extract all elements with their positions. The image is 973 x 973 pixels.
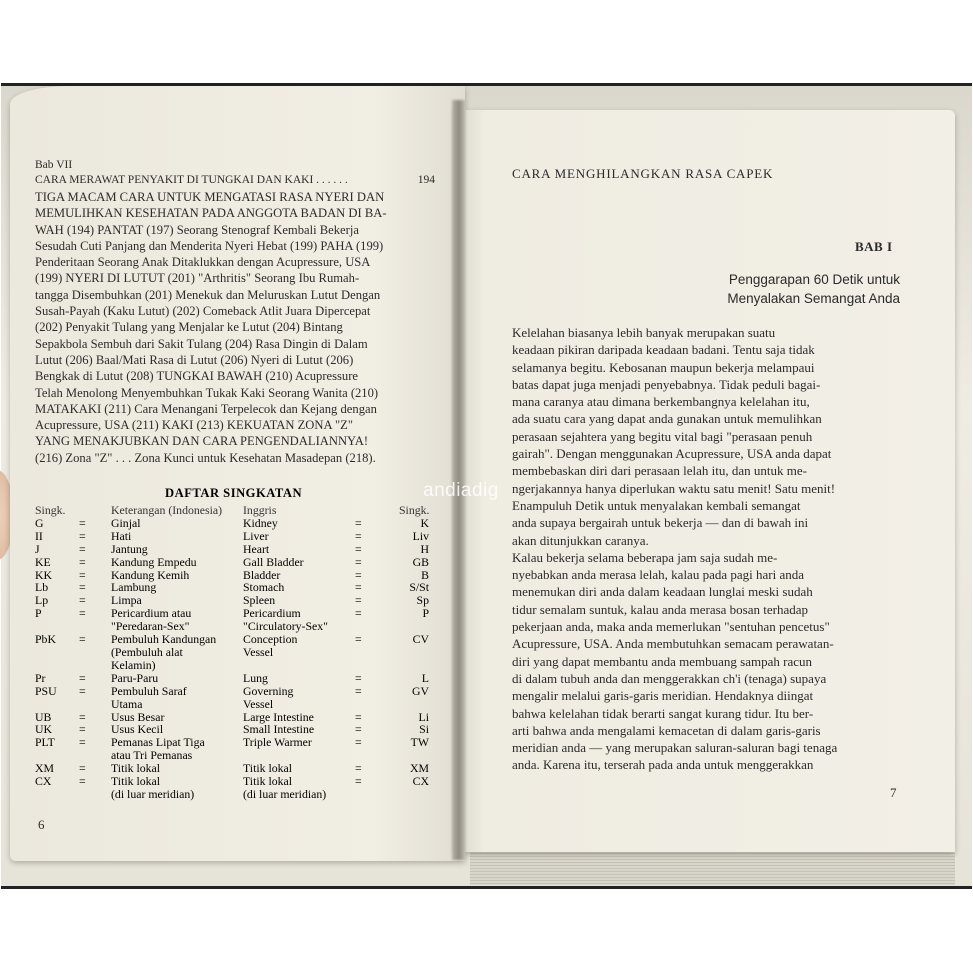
- body-line: anda supaya bergairah untuk bekerja — dan di bawah ini: [512, 515, 809, 531]
- table-cell: =: [355, 593, 362, 608]
- right-page-number: 7: [890, 785, 897, 800]
- table-cell: Lambung: [111, 580, 157, 595]
- table-row: [35, 633, 430, 646]
- table-cell: =: [79, 567, 86, 582]
- table-header-row: [35, 504, 430, 517]
- table-cell: UB: [35, 709, 52, 724]
- index-line: MEMULIHKAN KESEHATAN PADA ANGGOTA BADAN DI BA-: [35, 206, 387, 221]
- table-cell: [355, 788, 399, 801]
- table-cell: =: [79, 670, 86, 685]
- subtitle-line: Penggarapan 60 Detik untuk: [728, 272, 900, 287]
- table-cell: Usus Kecil: [111, 722, 164, 737]
- body-line: meridian anda — yang merupakan saluran-saluran bagi tenaga: [512, 740, 838, 756]
- body-line: bahwa kelelahan tidak berarti sangat kurang tidur. Itu ber-: [512, 705, 814, 721]
- table-cell: (di luar meridian): [111, 786, 195, 801]
- table-cell: Heart: [243, 541, 270, 556]
- body-line: pekerjaan anda, maka anda memerlukan "sentuhan pencetus": [512, 619, 830, 635]
- table-cell: P: [35, 606, 42, 621]
- table-cell: Usus Besar: [111, 709, 165, 724]
- table-cell: CV: [412, 632, 429, 647]
- table-cell: J: [35, 541, 40, 556]
- table-cell: [243, 659, 355, 672]
- body-line: menemukan diri anda dalam keadaan lunglai meski sudah: [512, 584, 813, 600]
- table-cell: [35, 646, 79, 659]
- index-line: WAH (194) PANTAT (197) Seorang Stenograf Kembali Bekerja: [35, 222, 359, 237]
- chapter-title: CARA MERAWAT PENYAKIT DI TUNGKAI DAN KAKI . . . . . .: [35, 174, 348, 186]
- table-cell: =: [79, 761, 86, 776]
- table-row: [35, 556, 430, 569]
- body-line: tidur semalam suntuk, kalau anda merasa bosan terhadap: [512, 601, 809, 617]
- table-row: [35, 620, 430, 633]
- table-cell: [399, 698, 429, 711]
- table-cell: Utama: [111, 696, 143, 711]
- table-cell: =: [355, 541, 362, 556]
- table-cell: PSU: [35, 683, 57, 698]
- table-cell: =: [355, 554, 362, 569]
- table-title: DAFTAR SINGKATAN: [165, 486, 303, 500]
- body-line: di dalam tubuh anda dan menggerakkan ch'i (tenaga) supaya: [512, 670, 827, 686]
- index-line: Susah-Payah (Kaku Lutut) (202) Comeback Atlit Juara Dipercepat: [35, 304, 371, 319]
- table-cell: Titik lokal: [111, 761, 161, 776]
- table-row: [35, 607, 430, 620]
- table-row: [35, 711, 430, 724]
- table-cell: [399, 788, 429, 801]
- table-row: [35, 762, 430, 775]
- table-cell: [399, 646, 429, 659]
- left-page-index-text: [35, 189, 431, 466]
- table-cell: K: [420, 515, 429, 530]
- table-cell: Sp: [416, 593, 429, 608]
- table-cell: Titik lokal: [243, 761, 293, 776]
- index-line: YANG MENAKJUBKAN DAN CARA PENGENDALIANNYA!: [35, 434, 369, 449]
- index-line: (199) NYERI DI LUTUT (201) "Arthritis" Seorang Ibu Rumah-: [35, 271, 360, 286]
- table-cell: =: [79, 606, 86, 621]
- table-cell: Si: [419, 722, 429, 737]
- table-cell: [79, 788, 111, 801]
- table-cell: GV: [411, 683, 429, 698]
- body-line: Enampuluh Detik untuk menyalakan kembali semangat: [512, 497, 801, 513]
- table-cell: Bladder: [243, 567, 281, 582]
- table-cell: Hati: [111, 528, 132, 543]
- table-cell: H: [420, 541, 429, 556]
- index-line: Sepakbola Sembuh dari Sakit Tulang (204) Rasa Dingin di Dalam: [35, 336, 368, 351]
- table-cell: =: [79, 593, 86, 608]
- table-cell: Kandung Empedu: [111, 554, 197, 569]
- body-line: ngerjakannya hanya diperlukan waktu satu menit! Satu menit!: [512, 480, 836, 496]
- chapter-number: BAB I: [855, 239, 893, 254]
- table-cell: Jantung: [111, 541, 148, 556]
- table-cell: =: [355, 515, 362, 530]
- table-cell: =: [79, 774, 86, 789]
- table-row: [35, 543, 430, 556]
- table-cell: Governing: [243, 683, 294, 698]
- table-cell: GB: [412, 554, 429, 569]
- table-cell: Spleen: [243, 593, 276, 608]
- body-line: diri yang dapat membantu anda membuang sampah racun: [512, 653, 812, 669]
- table-cell: TW: [410, 735, 429, 750]
- table-cell: =: [355, 761, 362, 776]
- table-cell: KK: [35, 567, 53, 582]
- body-line: nyebabkan anda merasa lelah, kalau pada pagi hari anda: [512, 567, 804, 583]
- table-cell: =: [355, 567, 362, 582]
- body-line: keadaan pikiran daripada keadaan badani. Tentu saja tidak: [512, 342, 815, 358]
- index-line: Acupressure, USA (211) KAKI (213) KEKUATAN ZONA "Z": [35, 418, 354, 433]
- chapter-page-ref: 194: [417, 174, 435, 186]
- body-line: arti bahwa anda mengalami kemacetan di dalam garis-garis: [512, 722, 821, 738]
- table-cell: Titik lokal: [243, 774, 293, 789]
- table-cell: Triple Warmer: [243, 735, 312, 750]
- table-cell: CX: [412, 774, 429, 789]
- table-cell: Pericardium atau: [111, 606, 192, 621]
- table-cell: =: [355, 735, 362, 750]
- index-line: (202) Penyakit Tulang yang Menjalar ke Lutut (204) Bintang: [35, 320, 343, 335]
- body-line: Kelelahan biasanya lebih banyak merupakan suatu: [512, 325, 776, 340]
- table-cell: Large Intestine: [243, 709, 314, 724]
- body-line: anda. Karena itu, terserah pada anda untuk menggerakkan: [512, 757, 814, 773]
- table-cell: B: [421, 567, 429, 582]
- table-cell: Kidney: [243, 515, 278, 530]
- table-cell: =: [355, 774, 362, 789]
- watermark: andiadig: [423, 480, 499, 501]
- body-line: gairah". Dengan menggunakan Acupressure, USA anda dapat: [512, 446, 832, 462]
- table-row: [35, 594, 430, 607]
- table-cell: Vessel: [243, 644, 274, 659]
- table-cell: P: [422, 606, 429, 621]
- table-cell: Vessel: [243, 696, 274, 711]
- right-page-header: CARA MENGHILANGKAN RASA CAPEK: [512, 166, 774, 181]
- table-cell: =: [79, 709, 86, 724]
- table-cell: =: [79, 528, 86, 543]
- table-row: [35, 685, 430, 698]
- table-row: [35, 723, 430, 736]
- table-cell: II: [35, 528, 43, 543]
- table-cell: =: [79, 554, 86, 569]
- table-cell: =: [79, 515, 86, 530]
- table-row: [35, 581, 430, 594]
- index-line: Bengkak di Lutut (208) TUNGKAI BAWAH (210) Acupressure: [35, 369, 358, 384]
- table-row: [35, 530, 430, 543]
- table-cell: =: [355, 580, 362, 595]
- index-line: tangga Disembuhkan (201) Menekuk dan Meluruskan Lutut Dengan: [35, 287, 381, 302]
- table-cell: (Pembuluh alat: [111, 644, 183, 659]
- table-cell: Gall Bladder: [243, 554, 304, 569]
- table-cell: XM: [409, 761, 429, 776]
- body-line: batas dapat juga menjadi penyebabnya. Tidak peduli bagai-: [512, 376, 821, 392]
- body-line: selamanya begitu. Kebosanan maupun bekerja melampaui: [512, 359, 815, 375]
- body-line: mengalir melalui garis-garis meridian. Hendaknya diingat: [512, 688, 814, 704]
- table-cell: Titik lokal: [111, 774, 161, 789]
- table-cell: [355, 646, 399, 659]
- table-cell: L: [421, 670, 429, 685]
- table-cell: [35, 788, 79, 801]
- table-cell: Paru-Paru: [111, 670, 159, 685]
- table-cell: [399, 659, 429, 672]
- index-line: MATAKAKI (211) Cara Menangani Terpelecok dan Kejang dengan: [35, 401, 377, 416]
- table-cell: [355, 659, 399, 672]
- table-cell: Limpa: [111, 593, 142, 608]
- right-page-body-text: [512, 324, 904, 774]
- table-cell: G: [35, 515, 44, 530]
- body-line: Kalau bekerja selama beberapa jam saja sudah me-: [512, 549, 778, 565]
- header-cell: Inggris: [243, 503, 277, 517]
- table-cell: Pericardium: [243, 606, 301, 621]
- table-cell: [79, 698, 111, 711]
- header-cell: [355, 504, 399, 517]
- table-row: [35, 788, 430, 801]
- table-cell: atau Tri Pemanas: [111, 748, 193, 763]
- table-cell: =: [355, 709, 362, 724]
- header-cell: Keterangan (Indonesia): [111, 503, 223, 517]
- subtitle-line: Menyalakan Semangat Anda: [727, 291, 900, 306]
- body-line: perasaan sejahtera yang begitu vital bagi "perasaan penuh: [512, 428, 813, 444]
- chapter-title-row: [35, 173, 435, 188]
- table-cell: Kelamin): [111, 657, 156, 672]
- table-cell: Lp: [35, 593, 49, 608]
- header-cell: [79, 504, 111, 517]
- table-row: [35, 775, 430, 788]
- index-line: (216) Zona "Z" . . . Zona Kunci untuk Kesehatan Masadepan (218).: [35, 450, 376, 465]
- table-cell: [35, 698, 79, 711]
- index-line: TIGA MACAM CARA UNTUK MENGATASI RASA NYERI DAN: [35, 190, 385, 204]
- table-cell: =: [79, 580, 86, 595]
- table-cell: Liv: [412, 528, 429, 543]
- table-cell: =: [355, 683, 362, 698]
- table-cell: Stomach: [243, 580, 285, 595]
- table-cell: Liver: [243, 528, 269, 543]
- table-cell: Lb: [35, 580, 49, 595]
- table-cell: =: [355, 722, 362, 737]
- table-cell: XM: [35, 761, 55, 776]
- table-row: [35, 659, 430, 672]
- table-cell: [35, 659, 79, 672]
- table-row: [35, 749, 430, 762]
- table-cell: =: [79, 722, 86, 737]
- index-line: Lutut (206) Baal/Mati Rasa di Lutut (206) Nyeri di Lutut (206): [35, 352, 354, 367]
- chapter-subtitle: [600, 270, 900, 308]
- table-row: [35, 569, 430, 582]
- index-line: Penderitaan Seorang Anak Ditaklukkan dengan Acupressure, USA: [35, 255, 371, 270]
- table-cell: =: [355, 670, 362, 685]
- table-cell: PbK: [35, 632, 56, 647]
- table-cell: PLT: [35, 735, 55, 750]
- table-cell: (di luar meridian): [243, 786, 327, 801]
- index-line: Sesudah Cuti Panjang dan Menderita Nyeri Hebat (199) PAHA (199): [35, 238, 384, 253]
- table-cell: =: [355, 632, 362, 647]
- table-cell: [355, 698, 399, 711]
- header-cell: Singk.: [35, 503, 66, 517]
- header-cell: Singk.: [399, 503, 430, 517]
- table-row: [35, 736, 430, 749]
- table-cell: =: [79, 735, 86, 750]
- table-cell: Pembuluh Saraf: [111, 683, 187, 698]
- table-cell: UK: [35, 722, 53, 737]
- table-cell: Lung: [243, 670, 268, 685]
- table-cell: =: [79, 541, 86, 556]
- table-cell: CX: [35, 774, 52, 789]
- index-line: Telah Menolong Menyembuhkan Tukak Kaki Seorang Wanita (210): [35, 385, 379, 400]
- table-cell: =: [79, 632, 86, 647]
- body-line: ada suatu cara yang dapat anda gunakan untuk memulihkan: [512, 411, 822, 427]
- table-cell: Li: [418, 709, 429, 724]
- table-row: [35, 672, 430, 685]
- table-cell: [79, 659, 111, 672]
- body-line: mana caranya atau dimana berkembangnya kelelahan itu,: [512, 394, 810, 410]
- body-line: membebaskan diri dari perasaan lelah itu, dan untuk me-: [512, 463, 807, 479]
- abbreviation-table: [35, 504, 430, 801]
- table-cell: Small Intestine: [243, 722, 315, 737]
- body-line: Acupressure, USA. Anda membutuhkan semacam perawatan-: [512, 636, 834, 652]
- table-cell: S/St: [409, 580, 429, 595]
- table-cell: Pemanas Lipat Tiga: [111, 735, 205, 750]
- table-cell: Pembuluh Kandungan: [111, 632, 217, 647]
- table-cell: Pr: [35, 670, 46, 685]
- left-page-number: 6: [38, 817, 45, 832]
- table-cell: "Circulatory-Sex": [243, 619, 328, 634]
- chapter-label: Bab VII: [35, 159, 73, 171]
- table-cell: Ginjal: [111, 515, 141, 530]
- table-cell: KE: [35, 554, 51, 569]
- table-cell: "Peredaran-Sex": [111, 619, 190, 634]
- table-row: [35, 646, 430, 659]
- table-cell: =: [355, 606, 362, 621]
- table-cell: Kandung Kemih: [111, 567, 190, 582]
- table-cell: =: [79, 683, 86, 698]
- table-row: [35, 698, 430, 711]
- left-page-header: [35, 158, 435, 188]
- body-line: akan ditunjukkan caranya.: [512, 532, 649, 548]
- table-cell: [79, 646, 111, 659]
- table-cell: Conception: [243, 632, 298, 647]
- table-row: [35, 517, 430, 530]
- table-cell: =: [355, 528, 362, 543]
